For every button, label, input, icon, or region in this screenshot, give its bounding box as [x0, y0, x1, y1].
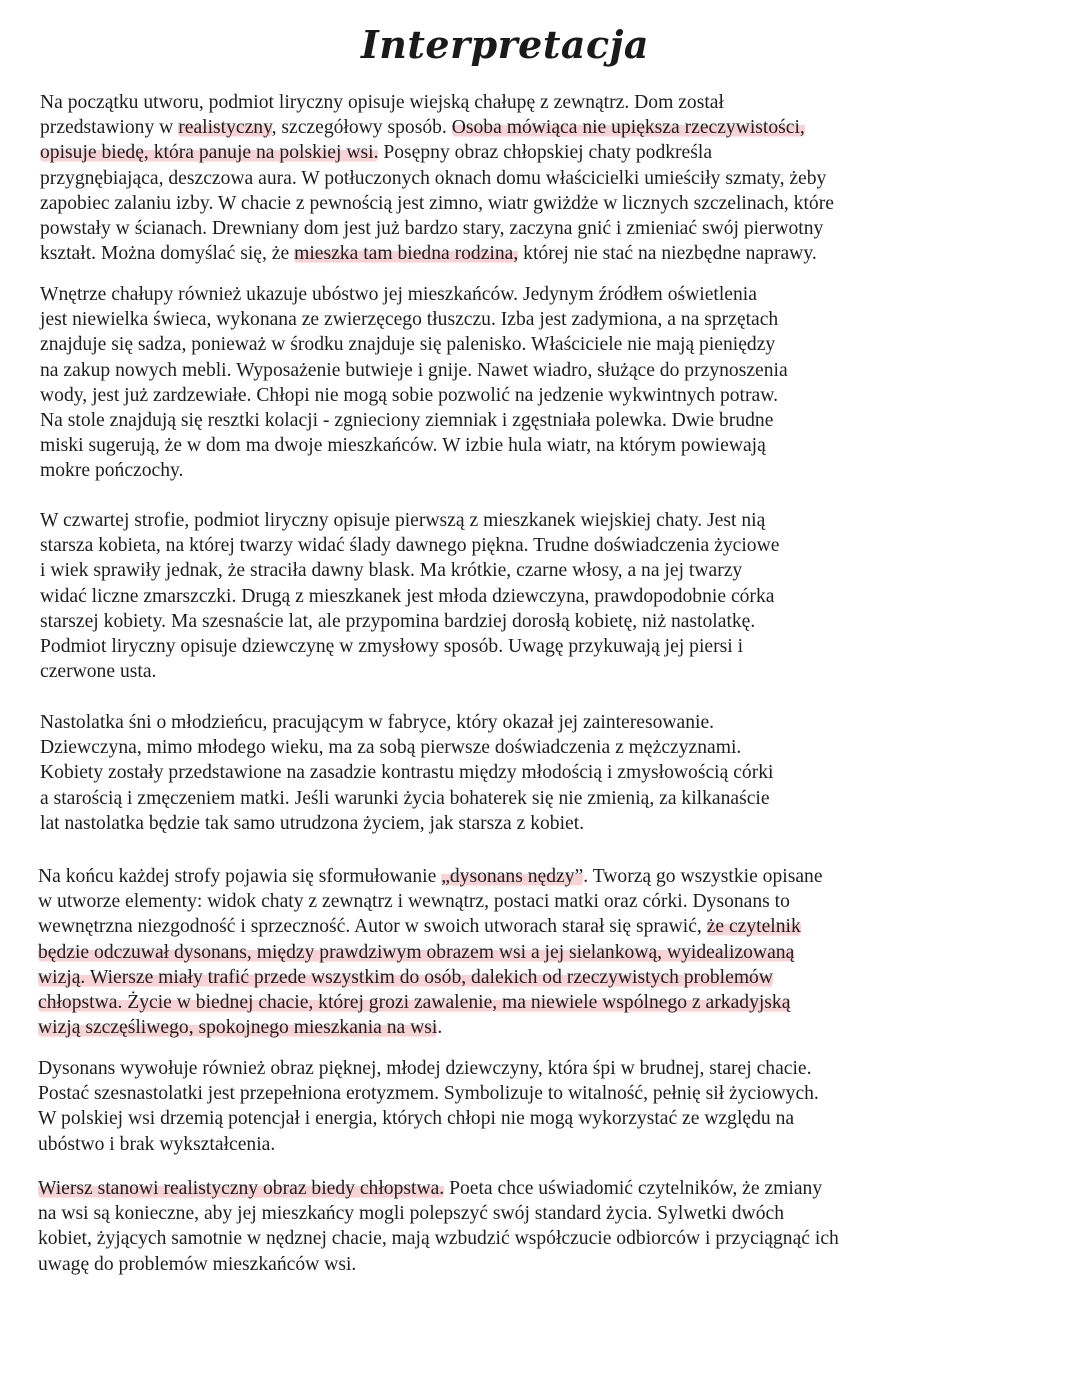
highlighted-text: chłopstwa. Życie w biednej chacie, której grozi zawalenie, ma niewiele wspólnego z arkadyjską	[38, 992, 791, 1014]
text-run: jest niewielka świeca, wykonana ze zwierzęcego tłuszczu. Izba jest zadymiona, a na sprzętach	[40, 309, 779, 331]
text-run: Na początku utworu, podmiot liryczny opisuje wiejską chałupę z zewnątrz. Dom został	[40, 92, 724, 113]
text-run: . Tworzą go wszystkie opisane	[583, 866, 823, 887]
text-line	[38, 864, 1038, 889]
text-line	[40, 166, 1040, 191]
text-run: a starością i zmęczeniem matki. Jeśli warunki życia bohaterek się nie zmienią, za kilkanaście	[40, 787, 770, 809]
highlighted-text: „dysonans nędzy”	[441, 866, 584, 887]
highlighted-text: Osoba mówiąca nie upiększa rzeczywistości,	[451, 117, 805, 139]
text-line	[40, 760, 1040, 785]
text-line	[40, 140, 1040, 165]
text-line	[38, 990, 1038, 1015]
text-line	[40, 90, 1040, 115]
text-run: uwagę do problemów mieszkańców wsi.	[38, 1253, 357, 1275]
text-line	[38, 1252, 1038, 1277]
text-line	[40, 282, 1040, 307]
paragraph-1	[40, 90, 1040, 266]
text-run: wewnętrzna niezgodność i sprzeczność. Autor w swoich utworach starał się sprawić,	[38, 916, 707, 938]
text-line	[40, 241, 1040, 266]
text-run: w utworze elementy: widok chaty z zewnątrz i wewnątrz, postaci matki oraz córki. Dysonans to	[38, 891, 790, 913]
text-run: Kobiety zostały przedstawione na zasadzie kontrastu między młodością i zmysłowością córki	[40, 762, 774, 784]
text-line	[40, 358, 1040, 383]
text-line	[40, 558, 1040, 583]
text-line	[40, 735, 1040, 760]
text-line	[38, 914, 1038, 939]
text-line	[38, 940, 1038, 965]
text-run: Postać szesnastolatki jest przepełniona erotyzmem. Symbolizuje to witalność, pełnię sił życiowych.	[38, 1083, 819, 1105]
text-line	[38, 1056, 1038, 1081]
text-line	[40, 609, 1040, 634]
text-line	[40, 216, 1040, 241]
text-run: miski sugerują, że w dom ma dwoje mieszkańców. W izbie hula wiatr, na którym powiewają	[40, 435, 766, 457]
text-run: Dziewczyna, mimo młodego wieku, ma za sobą pierwsze doświadczenia z mężczyznami.	[40, 737, 742, 759]
text-run: ubóstwo i brak wykształcenia.	[38, 1133, 276, 1155]
text-run: Posępny obraz chłopskiej chaty podkreśla	[378, 142, 713, 164]
text-run: mokre pończochy.	[40, 460, 184, 482]
text-run: W polskiej wsi drzemią potencjał i energia, których chłopi nie mogą wykorzystać ze względu na	[38, 1108, 795, 1130]
text-line	[40, 115, 1040, 140]
text-line	[38, 1106, 1038, 1131]
text-line	[40, 508, 1040, 533]
text-line	[38, 1226, 1038, 1251]
text-line	[40, 659, 1040, 684]
highlighted-text: wizją. Wiersze miały trafić przede wszystkim do osób, dalekich od rzeczywistych problemów	[38, 966, 774, 988]
text-line	[38, 1081, 1038, 1106]
highlighted-text: opisuje biedę, która panuje na polskiej wsi.	[40, 142, 379, 164]
text-line	[40, 383, 1040, 408]
text-line	[40, 307, 1040, 332]
highlighted-text: realistyczny	[178, 117, 272, 139]
paragraph-5	[38, 864, 1038, 1040]
text-run: znajduje się sadza, ponieważ w środku znajduje się palenisko. Właściciele nie mają pieniędzy	[40, 334, 776, 356]
text-line	[40, 533, 1040, 558]
text-run: starsza kobieta, na której twarzy widać ślady dawnego piękna. Trudne doświadczenia życiowe	[40, 535, 780, 557]
text-line	[40, 786, 1040, 811]
text-run: przedstawiony w	[40, 117, 179, 139]
text-line	[38, 1201, 1038, 1226]
highlighted-text: będzie odczuwał dysonans, między prawdziwym obrazem wsi a jej sielankową, wyidealizowaną	[38, 941, 795, 963]
text-run: Podmiot liryczny opisuje dziewczynę w zmysłowy sposób. Uwagę przykuwają jej piersi i	[40, 636, 744, 658]
text-line	[38, 1015, 1038, 1040]
page-title: Interpretacja	[360, 22, 650, 67]
text-line	[40, 634, 1040, 659]
text-run: na zakup nowych mebli. Wyposażenie butwieje i gnije. Nawet wiadro, służące do przynoszenia	[40, 359, 788, 381]
text-run: starszej kobiety. Ma szesnaście lat, ale przypomina bardziej dorosłą kobietę, niż nastolatkę.	[40, 610, 756, 632]
text-run: Poeta chce uświadomić czytelników, że zmiany	[444, 1178, 823, 1199]
text-run: kształt. Można domyślać się, że	[40, 243, 295, 265]
paragraph-2	[40, 282, 1040, 484]
text-run: , szczegółowy sposób.	[271, 117, 452, 139]
text-line	[40, 332, 1040, 357]
text-line	[38, 1176, 1038, 1201]
text-line	[40, 811, 1040, 836]
text-line	[40, 191, 1040, 216]
text-run: widać liczne zmarszczki. Drugą z mieszkanek jest młoda dziewczyna, prawdopodobnie córka	[40, 585, 775, 607]
text-run: Dysonans wywołuje również obraz pięknej, młodej dziewczyny, która śpi w brudnej, starej chacie.	[38, 1058, 812, 1079]
text-run: Nastolatka śni o młodzieńcu, pracującym w fabryce, który okazał jej zainteresowanie.	[40, 712, 715, 733]
paragraph-7	[38, 1176, 1038, 1277]
paragraph-6	[38, 1056, 1038, 1157]
text-run: wody, jest już zardzewiałe. Chłopi nie mogą sobie pozwolić na jedzenie wykwintnych potraw.	[40, 384, 778, 406]
text-run: której nie stać na niezbędne naprawy.	[518, 243, 817, 265]
text-run: .	[437, 1017, 443, 1039]
highlighted-text: mieszka tam biedna rodzina,	[294, 243, 519, 265]
text-line	[40, 458, 1040, 483]
paragraph-3	[40, 508, 1040, 684]
text-run: lat nastolatka będzie tak samo utrudzona życiem, jak starsza z kobiet.	[40, 812, 585, 834]
text-line	[40, 584, 1040, 609]
highlighted-text: Wiersz stanowi realistyczny obraz biedy chłopstwa.	[38, 1178, 445, 1199]
text-line	[40, 710, 1040, 735]
text-run: kobiet, żyjących samotnie w nędznej chacie, mają wzbudzić współczucie odbiorców i przyciągnąć ich	[38, 1228, 839, 1250]
text-run: powstały w ścianach. Drewniany dom jest już bardzo stary, zaczyna gnić i zmieniać swój pierwotny	[40, 218, 824, 240]
text-line	[38, 889, 1038, 914]
text-run: Na stole znajdują się resztki kolacji - zgnieciony ziemniak i zgęstniała polewka. Dwie brudne	[40, 410, 774, 432]
text-run: zapobiec zalaniu izby. W chacie z pewnością jest zimno, wiatr gwiżdże w licznych szczelinach, które	[40, 192, 834, 214]
text-run: W czwartej strofie, podmiot liryczny opisuje pierwszą z mieszkanek wiejskiej chaty. Jest nią	[40, 510, 766, 531]
text-line	[38, 1132, 1038, 1157]
paragraph-4	[40, 710, 1040, 836]
text-line	[40, 433, 1040, 458]
text-line	[38, 965, 1038, 990]
text-run: czerwone usta.	[40, 661, 157, 683]
text-run: przygnębiająca, deszczowa aura. W potłuczonych oknach domu właścicielki umieściły szmaty, żeby	[40, 167, 827, 189]
highlighted-text: że czytelnik	[706, 916, 801, 938]
text-run: Na końcu każdej strofy pojawia się sformułowanie	[38, 866, 442, 887]
text-line	[40, 408, 1040, 433]
text-run: Wnętrze chałupy również ukazuje ubóstwo jej mieszkańców. Jedynym źródłem oświetlenia	[40, 284, 757, 305]
highlighted-text: wizją szczęśliwego, spokojnego mieszkania na wsi	[38, 1017, 438, 1039]
text-run: na wsi są konieczne, aby jej mieszkańcy mogli polepszyć swój standard życia. Sylwetki dwóch	[38, 1203, 784, 1225]
text-run: i wiek sprawiły jednak, że straciła dawny blask. Ma krótkie, czarne włosy, a na jej twarzy	[40, 560, 743, 582]
